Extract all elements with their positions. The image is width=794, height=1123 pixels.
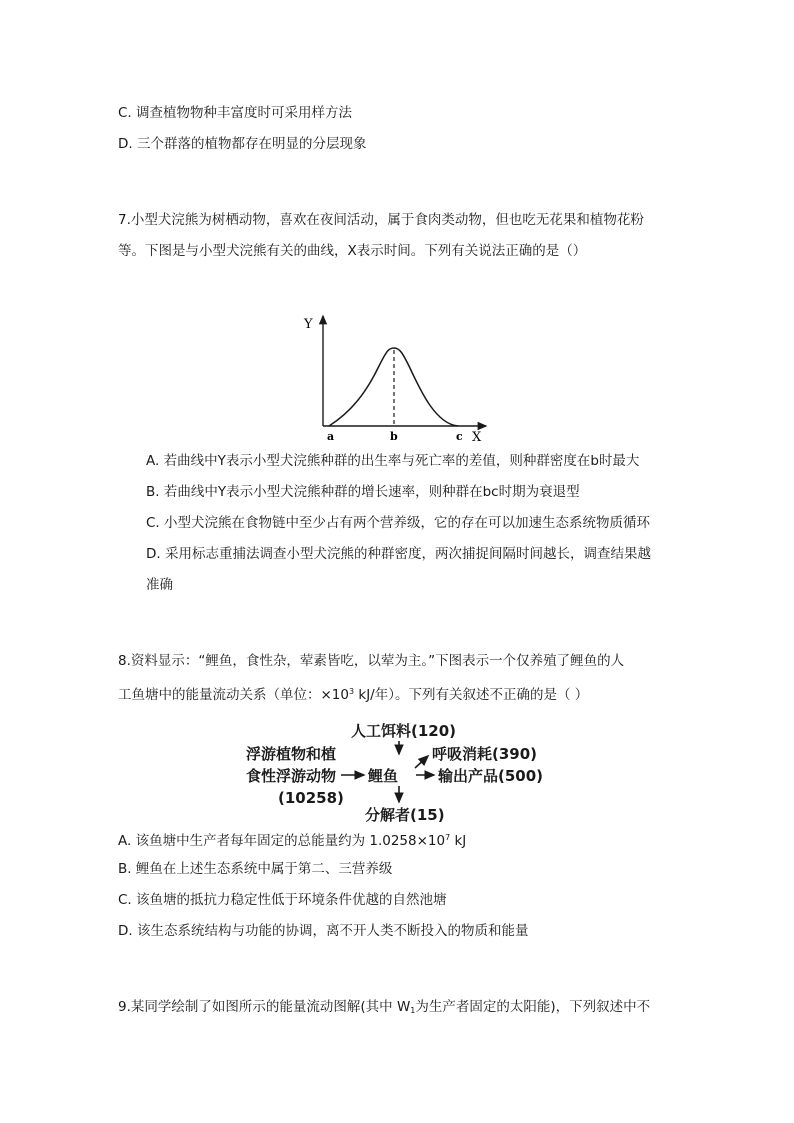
- q8-option-a: A. 该鱼塘中生产者每年固定的总能量约为 $1.0258\times 10^7$ kJ: [118, 833, 467, 849]
- respiration-label: 呼吸消耗(390): [432, 745, 538, 763]
- q7-stem-line1: 7.小型犬浣熊为树栖动物，喜欢在夜间活动，属于食肉类动物，但也吃无花果和植物花粉: [118, 212, 644, 228]
- point-a-label: a: [327, 430, 335, 443]
- q7-curve-graph: [296, 308, 496, 448]
- decomposer-label: 分解者(15): [365, 806, 445, 824]
- q7-option-d-line2: 准确: [146, 577, 173, 593]
- q8-option-d: D. 该生态系统结构与功能的协调，离不开人类不断投入的物质和能量: [118, 923, 529, 939]
- point-c-label: c: [456, 430, 463, 443]
- feed-label: 人工饵料(120): [351, 722, 457, 740]
- carp-label: 鲤鱼: [368, 767, 399, 785]
- q6-option-c: C. 调查植物物种丰富度时可采用样方法: [118, 105, 353, 121]
- carp-to-respiration-arrow: [415, 756, 428, 768]
- q7-stem-line2: 等。下图是与小型犬浣熊有关的曲线，X表示时间。下列有关说法正确的是（）: [118, 243, 587, 259]
- x-axis-label: X: [472, 430, 482, 445]
- q8-option-c: C. 该鱼塘的抵抗力稳定性低于环境条件优越的自然池塘: [118, 892, 447, 908]
- q6-option-d: D. 三个群落的植物都存在明显的分层现象: [118, 136, 367, 152]
- point-b-label: b: [390, 430, 398, 443]
- source-value: (10258): [278, 789, 344, 807]
- q7-option-c: C. 小型犬浣熊在食物链中至少占有两个营养级，它的存在可以加速生态系统物质循环: [146, 515, 651, 531]
- q7-option-b: B. 若曲线中Y表示小型犬浣熊种群的增长速率，则种群在bc时期为衰退型: [146, 484, 580, 500]
- q8-stem-line1: 8.资料显示：“鲤鱼，食性杂，荤素皆吃，以荤为主。”下图表示一个仅养殖了鲤鱼的人: [118, 653, 625, 669]
- q8-option-b: B. 鲤鱼在上述生态系统中属于第二、三营养级: [118, 861, 393, 877]
- q8-stem-line2: 工鱼塘中的能量流动关系（单位：$\times 10^3$ kJ/年）。下列有关叙述不正确的是（ ）: [118, 687, 589, 703]
- output-label: 输出产品(500): [438, 767, 544, 785]
- y-axis-label: Y: [304, 317, 313, 332]
- q8-energy-flow-diagram: [240, 714, 560, 826]
- source-line1: 浮游植物和植: [246, 745, 337, 763]
- source-line2: 食性浮游动物: [246, 767, 337, 785]
- q9-stem: 9.某同学绘制了如图所示的能量流动图解(其中 $W_1$为生产者固定的太阳能)，下列叙述中不: [118, 999, 651, 1015]
- q7-option-a: A. 若曲线中Y表示小型犬浣熊种群的出生率与死亡率的差值，则种群密度在b时最大: [146, 453, 640, 469]
- q7-option-d-line1: D. 采用标志重捕法调查小型犬浣熊的种群密度，两次捕捉间隔时间越长，调查结果越: [146, 546, 651, 562]
